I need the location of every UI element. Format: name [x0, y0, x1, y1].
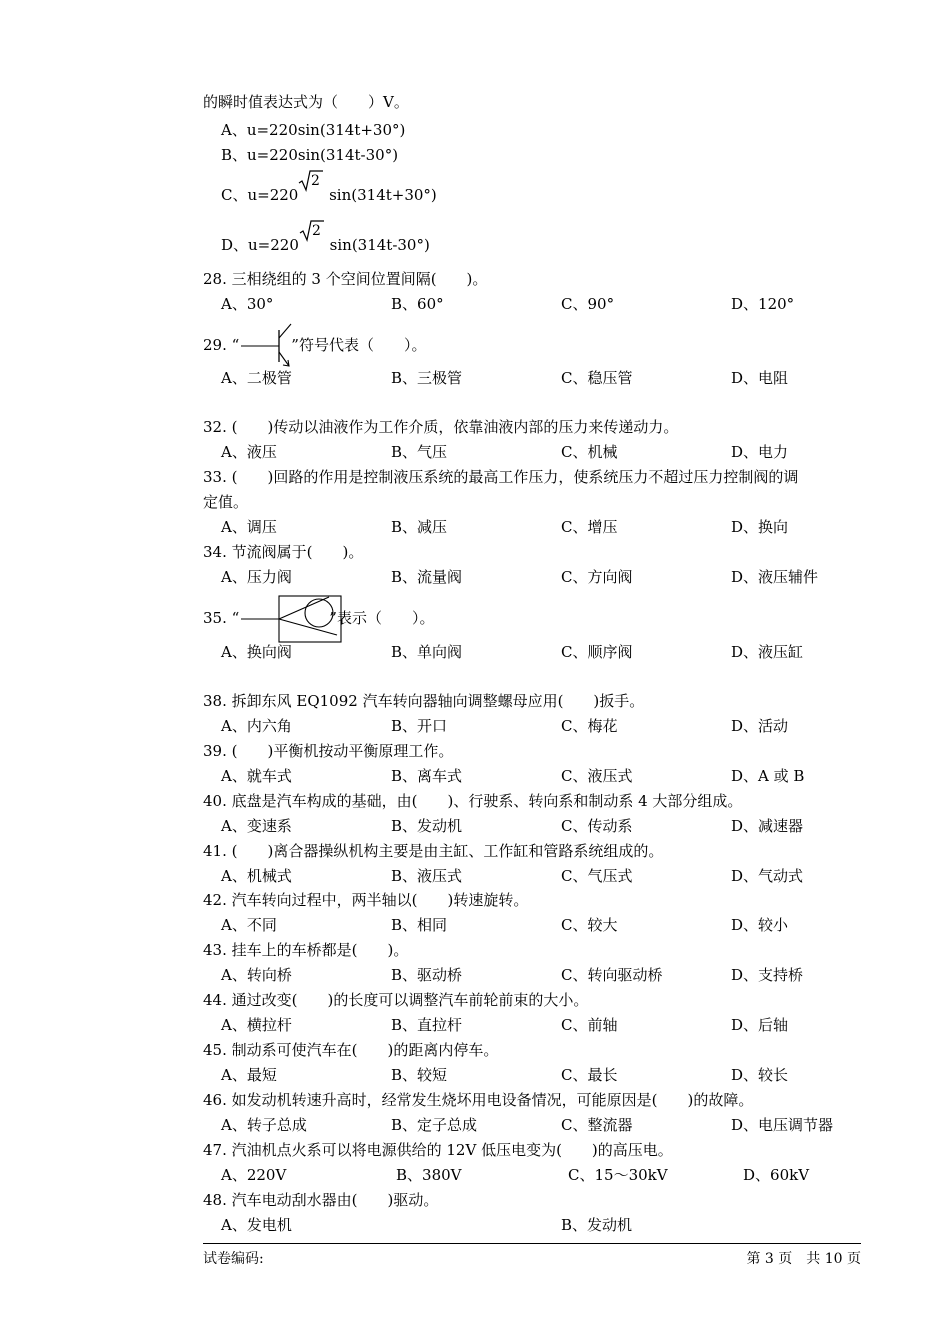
q47-option-b: B、380V — [396, 1166, 462, 1184]
q33-stem-line2: 定值。 — [203, 493, 249, 511]
q27-option-c — [221, 173, 437, 205]
q47-option-d: D、60kV — [743, 1166, 810, 1184]
q28-option-c: C、90° — [561, 295, 615, 313]
q28-stem: 28. 三相绕组的 3 个空间位置间隔( )。 — [203, 270, 488, 288]
q44-option-b: B、直拉杆 — [391, 1016, 463, 1034]
q34-option-b: B、流量阀 — [391, 568, 463, 586]
q28-options — [221, 294, 881, 314]
q42-option-a: A、不同 — [221, 916, 277, 934]
q29-stem-prefix: 29. “ — [203, 336, 240, 354]
q39-option-b: B、离车式 — [391, 767, 463, 785]
q27-option-c-suffix: sin(314t+30°) — [324, 186, 437, 204]
hydraulic-symbol-icon — [239, 609, 343, 629]
q39-option-a: A、就车式 — [221, 767, 292, 785]
q28-option-d: D、120° — [731, 295, 795, 313]
q38-options — [221, 716, 881, 736]
q42-options — [221, 915, 881, 935]
q46-option-c: C、整流器 — [561, 1116, 633, 1134]
sqrt-2-symbol — [299, 223, 325, 255]
q28-option-b: B、60° — [391, 295, 444, 313]
q40-option-b: B、发动机 — [391, 817, 463, 835]
q41-stem: 41. ( )离合器操纵机构主要是由主缸、工作缸和管路系统组成的。 — [203, 842, 664, 860]
q33-option-a: A、调压 — [221, 518, 277, 536]
q44-option-d: D、后轴 — [731, 1016, 789, 1034]
q48-option-b: B、发动机 — [561, 1216, 633, 1234]
q46-options — [221, 1115, 881, 1135]
q40-stem: 40. 底盘是汽车构成的基础，由( )、行驶系、转向系和制动系 4 大部分组成。 — [203, 792, 743, 810]
q32-option-b: B、气压 — [391, 443, 448, 461]
sqrt-radicand: 2 — [311, 223, 321, 239]
q35-stem-suffix: ”表示（ ）。 — [329, 609, 435, 627]
q33-stem-line1: 33. ( )回路的作用是控制液压系统的最高工作压力，使系统压力不超过压力控制阀的调 — [203, 468, 799, 486]
q32-stem: 32. ( )传动以油液作为工作介质，依靠油液内部的压力来传递动力。 — [203, 418, 679, 436]
q27-option-c-prefix: C、u=220 — [221, 186, 299, 204]
q34-option-c: C、方向阀 — [561, 568, 633, 586]
q44-option-a: A、横拉杆 — [221, 1016, 292, 1034]
q41-options — [221, 866, 881, 886]
q38-option-d: D、活动 — [731, 717, 789, 735]
footer-divider — [203, 1243, 861, 1244]
q40-option-d: D、减速器 — [731, 817, 804, 835]
q48-option-a: A、发电机 — [221, 1216, 292, 1234]
q43-option-b: B、驱动桥 — [391, 966, 463, 984]
q32-option-a: A、液压 — [221, 443, 277, 461]
q35-option-c: C、顺序阀 — [561, 643, 633, 661]
footer-page-number: 第 3 页 共 10 页 — [746, 1251, 861, 1267]
q44-options — [221, 1015, 881, 1035]
q47-option-a: A、220V — [221, 1166, 287, 1184]
q29-options — [221, 368, 881, 388]
q35-option-b: B、单向阀 — [391, 643, 463, 661]
q39-options — [221, 766, 881, 786]
transistor-symbol-icon — [239, 336, 291, 356]
q27-option-d-prefix: D、u=220 — [221, 236, 299, 254]
q27-option-d — [221, 223, 430, 255]
q43-option-a: A、转向桥 — [221, 966, 292, 984]
q45-options — [221, 1065, 881, 1085]
q35-option-d: D、液压缸 — [731, 643, 804, 661]
q34-stem: 34. 节流阀属于( )。 — [203, 543, 364, 561]
q45-option-c: C、最长 — [561, 1066, 618, 1084]
q32-option-d: D、电力 — [731, 443, 789, 461]
q41-option-c: C、气压式 — [561, 867, 633, 885]
q40-options — [221, 816, 881, 836]
q27-option-b: B、u=220sin(314t-30°) — [221, 146, 399, 164]
q33-option-b: B、减压 — [391, 518, 448, 536]
q35-option-a: A、换向阀 — [221, 643, 292, 661]
q48-stem: 48. 汽车电动刮水器由( )驱动。 — [203, 1191, 439, 1209]
q43-stem: 43. 挂车上的车桥都是( )。 — [203, 941, 409, 959]
q41-option-b: B、液压式 — [391, 867, 463, 885]
q33-option-d: D、换向 — [731, 518, 789, 536]
q27-option-d-suffix: sin(314t-30°) — [324, 236, 430, 254]
q46-stem: 46. 如发动机转速升高时，经常发生烧坏用电设备情况，可能原因是( )的故障。 — [203, 1091, 754, 1109]
q28-option-a: A、30° — [221, 295, 274, 313]
q46-option-a: A、转子总成 — [221, 1116, 307, 1134]
q45-option-a: A、最短 — [221, 1066, 277, 1084]
q42-option-c: C、较大 — [561, 916, 618, 934]
q34-options — [221, 567, 881, 587]
q35-stem — [203, 608, 434, 629]
q47-options — [221, 1165, 881, 1185]
q32-option-c: C、机械 — [561, 443, 618, 461]
q27-stem-tail: 的瞬时值表达式为（ ）V。 — [203, 93, 409, 111]
sqrt-2-symbol — [298, 173, 324, 205]
q33-option-c: C、增压 — [561, 518, 618, 536]
q38-stem: 38. 拆卸东风 EQ1092 汽车转向器轴向调整螺母应用( )扳手。 — [203, 692, 645, 710]
q45-stem: 45. 制动系可使汽车在( )的距离内停车。 — [203, 1041, 499, 1059]
q42-option-b: B、相同 — [391, 916, 448, 934]
q41-option-d: D、气动式 — [731, 867, 804, 885]
q34-option-a: A、压力阀 — [221, 568, 292, 586]
q35-stem-prefix: 35. “ — [203, 609, 240, 627]
q42-option-d: D、较小 — [731, 916, 789, 934]
q45-option-d: D、较长 — [731, 1066, 789, 1084]
q42-stem: 42. 汽车转向过程中，两半轴以( )转速旋转。 — [203, 891, 529, 909]
q38-option-b: B、开口 — [391, 717, 448, 735]
q47-option-c: C、15～30kV — [568, 1166, 668, 1184]
q43-options — [221, 965, 881, 985]
q27-option-a: A、u=220sin(314t+30°) — [221, 121, 406, 139]
q47-stem: 47. 汽油机点火系可以将电源供给的 12V 低压电变为( )的高压电。 — [203, 1141, 673, 1159]
q41-option-a: A、机械式 — [221, 867, 292, 885]
q29-option-a: A、二极管 — [221, 369, 292, 387]
q44-option-c: C、前轴 — [561, 1016, 618, 1034]
sqrt-radicand: 2 — [311, 173, 321, 189]
q46-option-d: D、电压调节器 — [731, 1116, 834, 1134]
q45-option-b: B、较短 — [391, 1066, 448, 1084]
q39-option-d: D、A 或 B — [731, 767, 805, 785]
footer-exam-code: 试卷编码: — [203, 1251, 264, 1267]
q29-option-b: B、三极管 — [391, 369, 463, 387]
q32-options — [221, 442, 881, 462]
q34-option-d: D、液压辅件 — [731, 568, 819, 586]
q39-option-c: C、液压式 — [561, 767, 633, 785]
q29-option-c: C、稳压管 — [561, 369, 633, 387]
q43-option-c: C、转向驱动桥 — [561, 966, 663, 984]
q38-option-a: A、内六角 — [221, 717, 292, 735]
q46-option-b: B、定子总成 — [391, 1116, 478, 1134]
q33-options — [221, 517, 881, 537]
q29-option-d: D、电阻 — [731, 369, 789, 387]
q44-stem: 44. 通过改变( )的长度可以调整汽车前轮前束的大小。 — [203, 991, 589, 1009]
q40-option-a: A、变速系 — [221, 817, 292, 835]
q29-stem — [203, 335, 426, 356]
q35-options — [221, 642, 881, 662]
q39-stem: 39. ( )平衡机按动平衡原理工作。 — [203, 742, 454, 760]
q43-option-d: D、支持桥 — [731, 966, 804, 984]
q48-options — [221, 1215, 881, 1235]
q38-option-c: C、梅花 — [561, 717, 618, 735]
q40-option-c: C、传动系 — [561, 817, 633, 835]
q29-stem-suffix: ”符号代表（ ）。 — [291, 336, 427, 354]
